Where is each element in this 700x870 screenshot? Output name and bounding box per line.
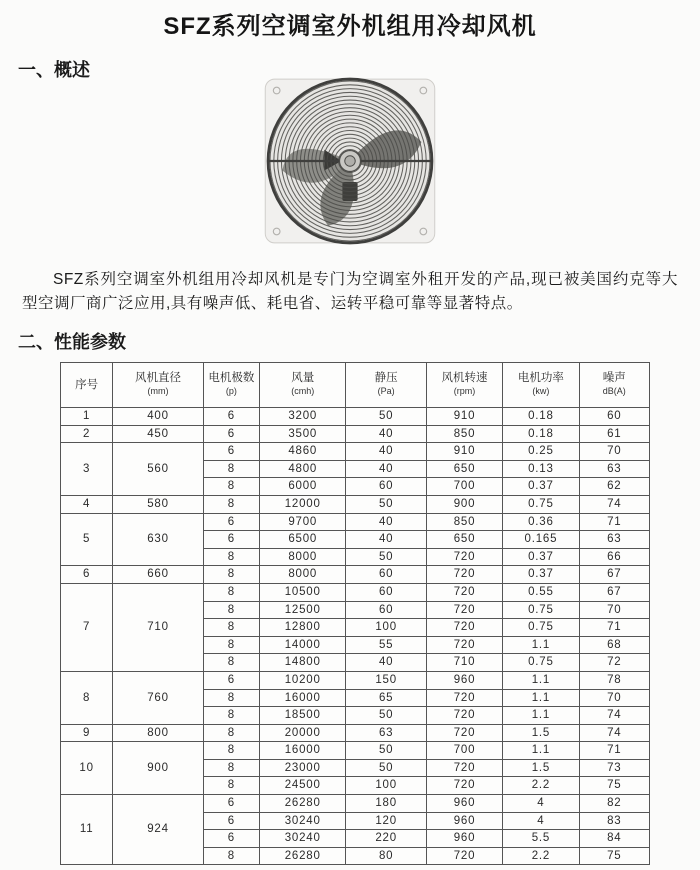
cell-noise: 74 [579, 707, 649, 725]
cell-noise: 70 [579, 601, 649, 619]
cell-airflow: 30240 [260, 812, 346, 830]
cell-static-pressure: 40 [346, 425, 426, 443]
cell-speed: 960 [426, 830, 502, 848]
cell-noise: 60 [579, 408, 649, 426]
cell-speed: 720 [426, 847, 502, 865]
cell-no: 4 [61, 495, 113, 513]
cell-power: 0.37 [503, 548, 579, 566]
cell-airflow: 16000 [260, 689, 346, 707]
cell-speed: 720 [426, 777, 502, 795]
cell-speed: 900 [426, 495, 502, 513]
performance-table-header [61, 363, 650, 408]
section-overview-heading: 一、概述 [18, 60, 90, 80]
cell-poles: 8 [203, 460, 259, 478]
cell-power: 4 [503, 812, 579, 830]
column-header-diameter: 风机直径 (mm) [113, 363, 203, 408]
cell-diameter: 900 [113, 742, 203, 795]
cell-no: 8 [61, 671, 113, 724]
cell-power: 2.2 [503, 777, 579, 795]
cell-static-pressure: 60 [346, 478, 426, 496]
cell-diameter: 924 [113, 795, 203, 865]
cell-poles: 6 [203, 531, 259, 549]
cell-static-pressure: 80 [346, 847, 426, 865]
cell-power: 0.75 [503, 619, 579, 637]
cell-diameter: 710 [113, 583, 203, 671]
cell-noise: 63 [579, 531, 649, 549]
cell-poles: 6 [203, 443, 259, 461]
cell-poles: 6 [203, 812, 259, 830]
table-row [61, 495, 650, 513]
cell-static-pressure: 65 [346, 689, 426, 707]
cell-power: 0.75 [503, 601, 579, 619]
cell-no: 9 [61, 724, 113, 742]
page-title: SFZ系列空调室外机组用冷却风机 [163, 13, 537, 40]
cell-speed: 960 [426, 795, 502, 813]
cell-noise: 70 [579, 443, 649, 461]
table-row [61, 671, 650, 689]
cell-poles: 8 [203, 742, 259, 760]
cell-power: 0.37 [503, 478, 579, 496]
cell-poles: 8 [203, 566, 259, 584]
axial-fan-photo-icon [250, 75, 450, 247]
cell-no: 7 [61, 583, 113, 671]
cell-power: 1.5 [503, 759, 579, 777]
cell-speed: 720 [426, 548, 502, 566]
cell-static-pressure: 60 [346, 583, 426, 601]
cell-speed: 720 [426, 583, 502, 601]
cell-noise: 67 [579, 566, 649, 584]
cell-static-pressure: 63 [346, 724, 426, 742]
cell-speed: 720 [426, 601, 502, 619]
cell-power: 0.18 [503, 425, 579, 443]
cell-noise: 84 [579, 830, 649, 848]
cell-power: 4 [503, 795, 579, 813]
cell-poles: 8 [203, 478, 259, 496]
cell-static-pressure: 60 [346, 566, 426, 584]
cell-diameter: 760 [113, 671, 203, 724]
table-row [61, 425, 650, 443]
cell-power: 0.165 [503, 531, 579, 549]
cell-power: 0.36 [503, 513, 579, 531]
cell-poles: 6 [203, 671, 259, 689]
cell-noise: 75 [579, 847, 649, 865]
cell-airflow: 10200 [260, 671, 346, 689]
table-row [61, 408, 650, 426]
cell-static-pressure: 40 [346, 460, 426, 478]
cell-airflow: 6500 [260, 531, 346, 549]
cell-speed: 720 [426, 707, 502, 725]
cell-noise: 72 [579, 654, 649, 672]
cell-speed: 720 [426, 689, 502, 707]
column-header-no: 序号 [61, 363, 113, 408]
cell-poles: 8 [203, 619, 259, 637]
cell-speed: 700 [426, 478, 502, 496]
cell-power: 0.75 [503, 654, 579, 672]
table-row [61, 742, 650, 760]
cell-power: 1.1 [503, 636, 579, 654]
cell-noise: 67 [579, 583, 649, 601]
cell-speed: 910 [426, 408, 502, 426]
cell-static-pressure: 50 [346, 707, 426, 725]
cell-poles: 6 [203, 408, 259, 426]
performance-table [60, 362, 650, 865]
cell-static-pressure: 50 [346, 742, 426, 760]
cell-static-pressure: 40 [346, 443, 426, 461]
cell-noise: 82 [579, 795, 649, 813]
cell-noise: 75 [579, 777, 649, 795]
cell-noise: 71 [579, 619, 649, 637]
cell-diameter: 800 [113, 724, 203, 742]
cell-airflow: 14800 [260, 654, 346, 672]
cell-poles: 6 [203, 830, 259, 848]
cell-power: 1.5 [503, 724, 579, 742]
cell-diameter: 450 [113, 425, 203, 443]
cell-diameter: 660 [113, 566, 203, 584]
cell-static-pressure: 50 [346, 759, 426, 777]
cell-noise: 70 [579, 689, 649, 707]
cell-speed: 910 [426, 443, 502, 461]
cell-poles: 8 [203, 495, 259, 513]
cell-airflow: 8000 [260, 548, 346, 566]
cell-static-pressure: 40 [346, 513, 426, 531]
cell-power: 0.25 [503, 443, 579, 461]
cell-speed: 720 [426, 724, 502, 742]
cell-noise: 71 [579, 742, 649, 760]
cell-no: 2 [61, 425, 113, 443]
cell-speed: 710 [426, 654, 502, 672]
table-row [61, 513, 650, 531]
cell-speed: 720 [426, 759, 502, 777]
cell-noise: 74 [579, 495, 649, 513]
cell-poles: 8 [203, 759, 259, 777]
cell-airflow: 12000 [260, 495, 346, 513]
cell-no: 11 [61, 795, 113, 865]
cell-power: 0.18 [503, 408, 579, 426]
table-row [61, 795, 650, 813]
cell-airflow: 14000 [260, 636, 346, 654]
table-row [61, 566, 650, 584]
cell-airflow: 23000 [260, 759, 346, 777]
cell-power: 0.75 [503, 495, 579, 513]
cell-poles: 8 [203, 636, 259, 654]
cell-noise: 66 [579, 548, 649, 566]
cell-poles: 8 [203, 689, 259, 707]
cell-airflow: 20000 [260, 724, 346, 742]
cell-airflow: 8000 [260, 566, 346, 584]
cell-no: 10 [61, 742, 113, 795]
cell-poles: 8 [203, 548, 259, 566]
cell-noise: 62 [579, 478, 649, 496]
cell-power: 5.5 [503, 830, 579, 848]
cell-speed: 850 [426, 425, 502, 443]
cell-noise: 74 [579, 724, 649, 742]
cell-poles: 8 [203, 707, 259, 725]
cell-airflow: 12500 [260, 601, 346, 619]
cell-airflow: 6000 [260, 478, 346, 496]
cell-diameter: 630 [113, 513, 203, 566]
cell-power: 1.1 [503, 689, 579, 707]
cell-poles: 8 [203, 654, 259, 672]
cell-speed: 700 [426, 742, 502, 760]
cell-poles: 8 [203, 724, 259, 742]
cell-speed: 720 [426, 636, 502, 654]
intro-paragraph: SFZ系列空调室外机组用冷却风机是专门为空调室外租开发的产品,现已被美国约克等大型空调厂商广泛应用,具有噪声低、耗电省、运转平稳可靠等显著特点。 [22, 271, 678, 312]
cell-noise: 83 [579, 812, 649, 830]
cell-airflow: 9700 [260, 513, 346, 531]
cell-diameter: 560 [113, 443, 203, 496]
cell-airflow: 10500 [260, 583, 346, 601]
cell-power: 2.2 [503, 847, 579, 865]
cell-static-pressure: 150 [346, 671, 426, 689]
cell-speed: 650 [426, 531, 502, 549]
table-row [61, 724, 650, 742]
cell-no: 1 [61, 408, 113, 426]
cell-airflow: 30240 [260, 830, 346, 848]
table-row [61, 583, 650, 601]
cell-poles: 8 [203, 847, 259, 865]
cell-poles: 6 [203, 425, 259, 443]
cell-noise: 78 [579, 671, 649, 689]
cell-noise: 73 [579, 759, 649, 777]
cell-speed: 720 [426, 619, 502, 637]
cell-power: 1.1 [503, 707, 579, 725]
column-header-speed: 风机转速 (rpm) [426, 363, 502, 408]
cell-airflow: 26280 [260, 847, 346, 865]
column-header-static-pressure: 静压 (Pa) [346, 363, 426, 408]
cell-noise: 61 [579, 425, 649, 443]
cell-static-pressure: 40 [346, 531, 426, 549]
cell-airflow: 18500 [260, 707, 346, 725]
cell-poles: 6 [203, 795, 259, 813]
cell-diameter: 580 [113, 495, 203, 513]
cell-speed: 650 [426, 460, 502, 478]
cell-noise: 71 [579, 513, 649, 531]
cell-airflow: 4800 [260, 460, 346, 478]
document-page [0, 6, 700, 870]
cell-no: 5 [61, 513, 113, 566]
cell-noise: 68 [579, 636, 649, 654]
column-header-poles: 电机极数 (p) [203, 363, 259, 408]
cell-static-pressure: 40 [346, 654, 426, 672]
cell-speed: 960 [426, 671, 502, 689]
cell-power: 1.1 [503, 742, 579, 760]
cell-static-pressure: 60 [346, 601, 426, 619]
cell-power: 0.37 [503, 566, 579, 584]
cell-speed: 850 [426, 513, 502, 531]
cell-no: 3 [61, 443, 113, 496]
column-header-noise: 噪声 dB(A) [579, 363, 649, 408]
cell-poles: 8 [203, 583, 259, 601]
cell-airflow: 3500 [260, 425, 346, 443]
cell-poles: 6 [203, 513, 259, 531]
performance-table-body [61, 408, 650, 865]
section-performance-heading: 二、性能参数 [18, 332, 126, 352]
column-header-airflow: 风量 (cmh) [260, 363, 346, 408]
cell-power: 0.55 [503, 583, 579, 601]
cell-static-pressure: 120 [346, 812, 426, 830]
cell-noise: 63 [579, 460, 649, 478]
cell-static-pressure: 50 [346, 495, 426, 513]
cell-static-pressure: 50 [346, 408, 426, 426]
cell-airflow: 26280 [260, 795, 346, 813]
fan-photo-figure [0, 78, 700, 244]
cell-static-pressure: 180 [346, 795, 426, 813]
cell-no: 6 [61, 566, 113, 584]
cell-airflow: 16000 [260, 742, 346, 760]
cell-static-pressure: 220 [346, 830, 426, 848]
cell-static-pressure: 50 [346, 548, 426, 566]
cell-airflow: 12800 [260, 619, 346, 637]
cell-diameter: 400 [113, 408, 203, 426]
cell-airflow: 24500 [260, 777, 346, 795]
cell-power: 1.1 [503, 671, 579, 689]
cell-poles: 8 [203, 777, 259, 795]
cell-power: 0.13 [503, 460, 579, 478]
cell-speed: 960 [426, 812, 502, 830]
cell-airflow: 3200 [260, 408, 346, 426]
cell-speed: 720 [426, 566, 502, 584]
column-header-power: 电机功率 (kw) [503, 363, 579, 408]
cell-airflow: 4860 [260, 443, 346, 461]
header-row [61, 363, 650, 408]
cell-poles: 8 [203, 601, 259, 619]
cell-static-pressure: 100 [346, 777, 426, 795]
cell-static-pressure: 55 [346, 636, 426, 654]
table-row [61, 443, 650, 461]
cell-static-pressure: 100 [346, 619, 426, 637]
